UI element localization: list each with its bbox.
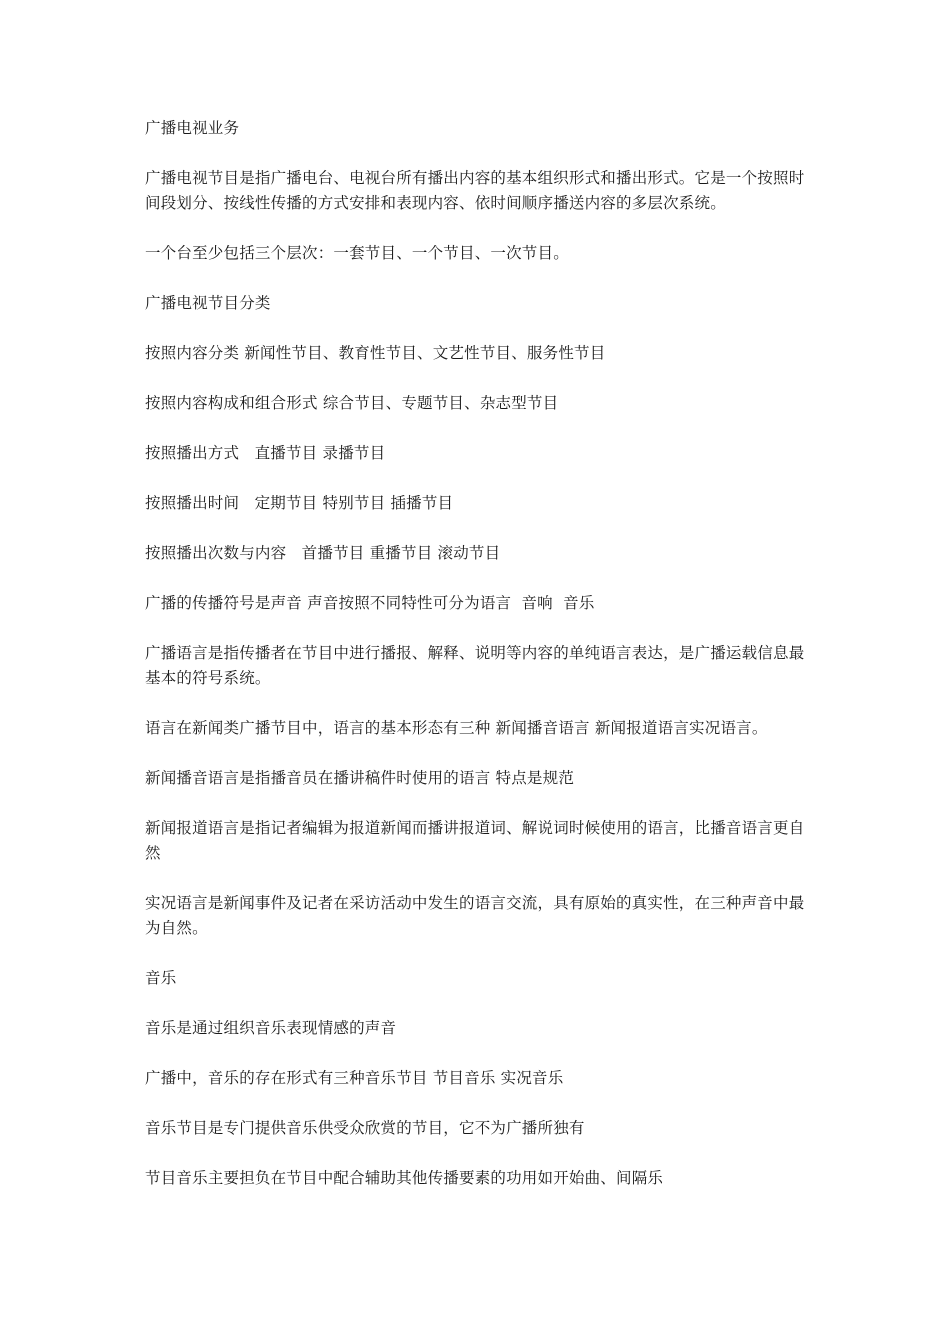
document-body [145, 116, 809, 1216]
doc-paragraph: 音乐是通过组织音乐表现情感的声音 [145, 1019, 397, 1037]
doc-paragraph: 音乐节目是专门提供音乐供受众欣赏的节目，它不为广播所独有 [145, 1119, 585, 1137]
doc-section-heading: 广播电视节目分类 [145, 294, 271, 312]
doc-heading: 广播电视业务 [145, 119, 240, 137]
doc-paragraph: 新闻报道语言是指记者编辑为报道新闻而播讲报道词、解说词时候使用的语言，比播音语言更自然 [145, 819, 805, 862]
doc-paragraph: 按照播出次数与内容 首播节目 重播节目 滚动节目 [145, 544, 501, 562]
doc-paragraph: 一个台至少包括三个层次：一套节目、一个节目、一次节目。 [145, 244, 569, 262]
doc-paragraph: 广播语言是指传播者在节目中进行播报、解释、说明等内容的单纯语言表达，是广播运载信息最基本的符号系统。 [145, 644, 805, 687]
doc-paragraph: 实况语言是新闻事件及记者在采访活动中发生的语言交流，具有原始的真实性，在三种声音中最为自然。 [145, 894, 805, 937]
doc-paragraph: 广播的传播符号是声音 声音按照不同特性可分为语言 音响 音乐 [145, 594, 595, 612]
doc-paragraph: 语言在新闻类广播节目中，语言的基本形态有三种 新闻播音语言 新闻报道语言实况语言。 [145, 719, 768, 737]
doc-section-heading: 音乐 [145, 969, 177, 987]
doc-paragraph: 节目音乐主要担负在节目中配合辅助其他传播要素的功用如开始曲、间隔乐 [145, 1169, 664, 1187]
doc-paragraph: 按照内容分类 新闻性节目、教育性节目、文艺性节目、服务性节目 [145, 344, 606, 362]
doc-paragraph: 按照播出时间 定期节目 特别节目 插播节目 [145, 494, 454, 512]
doc-paragraph: 广播电视节目是指广播电台、电视台所有播出内容的基本组织形式和播出形式。它是一个按照时间段划分、按线性传播的方式安排和表现内容、依时间顺序播送内容的多层次系统。 [145, 169, 805, 212]
doc-paragraph: 按照播出方式 直播节目 录播节目 [145, 444, 386, 462]
doc-paragraph: 按照内容构成和组合形式 综合节目、专题节目、杂志型节目 [145, 394, 559, 412]
doc-paragraph: 新闻播音语言是指播音员在播讲稿件时使用的语言 特点是规范 [145, 769, 575, 787]
doc-paragraph: 广播中，音乐的存在形式有三种音乐节目 节目音乐 实况音乐 [145, 1069, 564, 1087]
